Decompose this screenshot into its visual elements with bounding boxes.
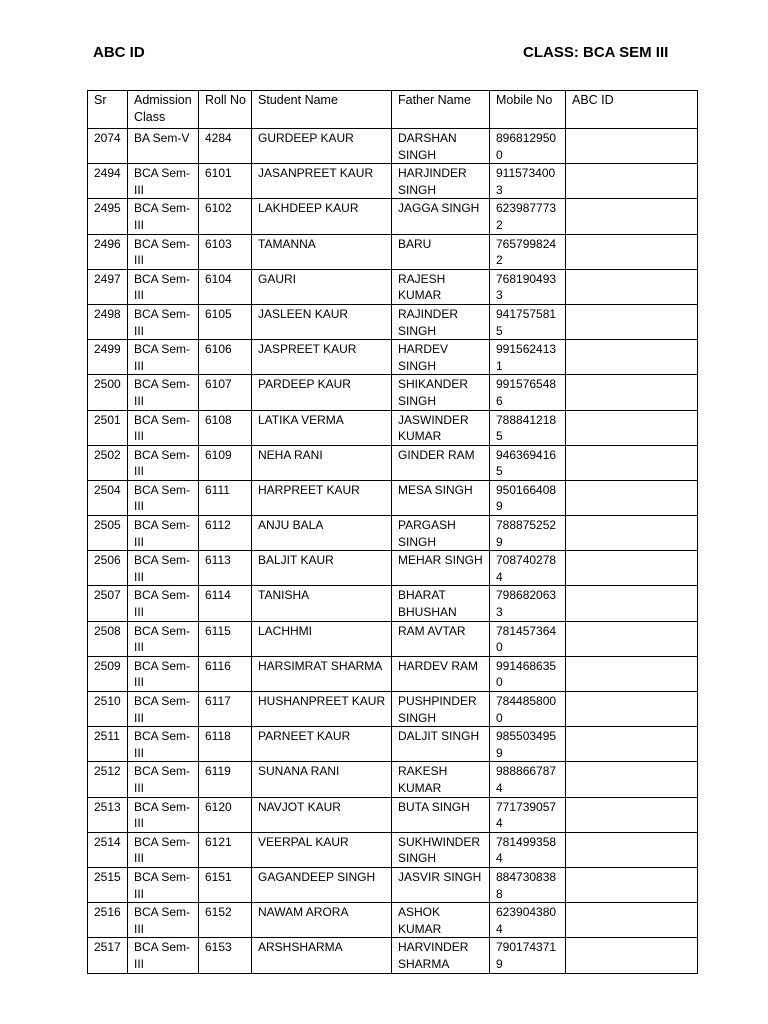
cell-admission-class: BCA Sem-III [128,727,199,762]
cell-roll-no: 6152 [199,903,252,938]
cell-mobile-no: 9855034959 [490,727,566,762]
cell-admission-class: BCA Sem-III [128,304,199,339]
cell-mobile-no: 9115734003 [490,164,566,199]
table-row [88,903,698,938]
cell-abc-id [566,129,698,164]
cell-mobile-no: 7986820633 [490,586,566,621]
col-header-mobile-no: Mobile No [490,91,566,129]
col-header-abc-id: ABC ID [566,91,698,129]
cell-mobile-no: 9417575815 [490,304,566,339]
cell-abc-id [566,656,698,691]
cell-student-name: JASPREET KAUR [252,340,392,375]
cell-admission-class: BCA Sem-III [128,410,199,445]
col-header-father-name: Father Name [392,91,490,129]
table-row [88,797,698,832]
cell-roll-no: 6103 [199,234,252,269]
cell-abc-id [566,586,698,621]
cell-student-name: VEERPAL KAUR [252,832,392,867]
cell-father-name: JAGGA SINGH [392,199,490,234]
cell-father-name: MEHAR SINGH [392,551,490,586]
cell-father-name: DARSHAN SINGH [392,129,490,164]
cell-roll-no: 6120 [199,797,252,832]
cell-roll-no: 6119 [199,762,252,797]
cell-mobile-no: 9463694165 [490,445,566,480]
table-row [88,129,698,164]
cell-admission-class: BCA Sem-III [128,586,199,621]
cell-abc-id [566,903,698,938]
cell-mobile-no: 9915765486 [490,375,566,410]
cell-roll-no: 6102 [199,199,252,234]
table-row [88,762,698,797]
cell-abc-id [566,832,698,867]
cell-roll-no: 6115 [199,621,252,656]
cell-mobile-no: 9501664089 [490,480,566,515]
table-row [88,234,698,269]
cell-mobile-no: 7844858000 [490,692,566,727]
table-row [88,586,698,621]
cell-mobile-no: 7901743719 [490,938,566,973]
table-row [88,832,698,867]
cell-roll-no: 6151 [199,867,252,902]
cell-abc-id [566,340,698,375]
table-row [88,445,698,480]
cell-student-name: PARDEEP KAUR [252,375,392,410]
cell-father-name: JASVIR SINGH [392,867,490,902]
cell-admission-class: BCA Sem-III [128,269,199,304]
cell-student-name: HUSHANPREET KAUR [252,692,392,727]
table-row [88,410,698,445]
cell-father-name: DALJIT SINGH [392,727,490,762]
cell-admission-class: BCA Sem-III [128,551,199,586]
cell-roll-no: 6109 [199,445,252,480]
cell-roll-no: 6118 [199,727,252,762]
table-row [88,304,698,339]
cell-roll-no: 6101 [199,164,252,199]
cell-father-name: HARJINDER SINGH [392,164,490,199]
cell-student-name: LAKHDEEP KAUR [252,199,392,234]
cell-abc-id [566,762,698,797]
cell-father-name: RAJINDER SINGH [392,304,490,339]
cell-sr: 2494 [88,164,128,199]
cell-mobile-no: 8847308388 [490,867,566,902]
cell-student-name: PARNEET KAUR [252,727,392,762]
cell-student-name: ARSHSHARMA [252,938,392,973]
cell-roll-no: 6114 [199,586,252,621]
cell-roll-no: 6111 [199,480,252,515]
cell-mobile-no: 7717390574 [490,797,566,832]
cell-student-name: SUNANA RANI [252,762,392,797]
table-header-row [88,91,698,129]
cell-roll-no: 6117 [199,692,252,727]
cell-admission-class: BCA Sem-III [128,516,199,551]
col-header-roll-no: Roll No [199,91,252,129]
cell-sr: 2510 [88,692,128,727]
cell-student-name: HARSIMRAT SHARMA [252,656,392,691]
cell-abc-id [566,551,698,586]
cell-abc-id [566,797,698,832]
col-header-sr: Sr [88,91,128,129]
cell-sr: 2516 [88,903,128,938]
cell-student-name: TAMANNA [252,234,392,269]
cell-student-name: NAWAM ARORA [252,903,392,938]
col-header-admission-class: Admission Class [128,91,199,129]
cell-sr: 2507 [88,586,128,621]
cell-roll-no: 4284 [199,129,252,164]
cell-father-name: RAJESH KUMAR [392,269,490,304]
cell-father-name: HARDEV RAM [392,656,490,691]
cell-mobile-no: 6239877732 [490,199,566,234]
table-row [88,199,698,234]
cell-father-name: BARU [392,234,490,269]
cell-admission-class: BCA Sem-III [128,445,199,480]
cell-father-name: PUSHPINDER SINGH [392,692,490,727]
table-row [88,656,698,691]
cell-father-name: BHARAT BHUSHAN [392,586,490,621]
table-row [88,340,698,375]
cell-abc-id [566,269,698,304]
cell-abc-id [566,199,698,234]
cell-admission-class: BCA Sem-III [128,762,199,797]
cell-abc-id [566,938,698,973]
cell-sr: 2515 [88,867,128,902]
cell-admission-class: BCA Sem-III [128,797,199,832]
cell-father-name: SUKHWINDER SINGH [392,832,490,867]
cell-father-name: GINDER RAM [392,445,490,480]
table-row [88,938,698,973]
cell-sr: 2504 [88,480,128,515]
cell-roll-no: 6153 [199,938,252,973]
class-label: CLASS: BCA SEM III [523,44,669,61]
student-table [87,90,698,974]
cell-student-name: LACHHMI [252,621,392,656]
cell-father-name: JASWINDER KUMAR [392,410,490,445]
cell-father-name: BUTA SINGH [392,797,490,832]
cell-admission-class: BCA Sem-III [128,832,199,867]
cell-father-name: SHIKANDER SINGH [392,375,490,410]
cell-roll-no: 6116 [199,656,252,691]
cell-admission-class: BA Sem-V [128,129,199,164]
cell-abc-id [566,727,698,762]
cell-admission-class: BCA Sem-III [128,164,199,199]
cell-student-name: HARPREET KAUR [252,480,392,515]
cell-student-name: ANJU BALA [252,516,392,551]
cell-abc-id [566,375,698,410]
cell-admission-class: BCA Sem-III [128,656,199,691]
cell-abc-id [566,164,698,199]
cell-roll-no: 6108 [199,410,252,445]
cell-roll-no: 6107 [199,375,252,410]
table-row [88,375,698,410]
cell-sr: 2499 [88,340,128,375]
cell-admission-class: BCA Sem-III [128,692,199,727]
cell-sr: 2514 [88,832,128,867]
cell-admission-class: BCA Sem-III [128,480,199,515]
cell-abc-id [566,480,698,515]
cell-mobile-no: 7888752529 [490,516,566,551]
cell-abc-id [566,621,698,656]
cell-student-name: TANISHA [252,586,392,621]
cell-roll-no: 6104 [199,269,252,304]
cell-sr: 2496 [88,234,128,269]
cell-student-name: GAURI [252,269,392,304]
cell-sr: 2500 [88,375,128,410]
cell-student-name: JASANPREET KAUR [252,164,392,199]
cell-admission-class: BCA Sem-III [128,375,199,410]
cell-roll-no: 6121 [199,832,252,867]
cell-student-name: LATIKA VERMA [252,410,392,445]
cell-mobile-no: 9914686350 [490,656,566,691]
cell-abc-id [566,410,698,445]
cell-mobile-no: 7657998242 [490,234,566,269]
cell-sr: 2512 [88,762,128,797]
cell-sr: 2498 [88,304,128,339]
cell-roll-no: 6113 [199,551,252,586]
cell-abc-id [566,516,698,551]
cell-admission-class: BCA Sem-III [128,199,199,234]
cell-mobile-no: 9915624131 [490,340,566,375]
cell-sr: 2517 [88,938,128,973]
cell-student-name: GAGANDEEP SINGH [252,867,392,902]
cell-student-name: JASLEEN KAUR [252,304,392,339]
cell-sr: 2497 [88,269,128,304]
col-header-student-name: Student Name [252,91,392,129]
cell-father-name: HARVINDER SHARMA [392,938,490,973]
page-title: ABC ID [93,44,145,61]
cell-admission-class: BCA Sem-III [128,938,199,973]
cell-father-name: HARDEV SINGH [392,340,490,375]
cell-student-name: NAVJOT KAUR [252,797,392,832]
cell-sr: 2501 [88,410,128,445]
cell-father-name: RAKESH KUMAR [392,762,490,797]
cell-mobile-no: 9888667874 [490,762,566,797]
cell-student-name: BALJIT KAUR [252,551,392,586]
cell-roll-no: 6112 [199,516,252,551]
cell-sr: 2502 [88,445,128,480]
cell-mobile-no: 7888412185 [490,410,566,445]
cell-abc-id [566,304,698,339]
cell-admission-class: BCA Sem-III [128,621,199,656]
cell-father-name: MESA SINGH [392,480,490,515]
cell-sr: 2513 [88,797,128,832]
cell-mobile-no: 7814573640 [490,621,566,656]
table-row [88,516,698,551]
table-row [88,867,698,902]
cell-sr: 2508 [88,621,128,656]
cell-sr: 2506 [88,551,128,586]
cell-abc-id [566,692,698,727]
cell-sr: 2074 [88,129,128,164]
cell-sr: 2495 [88,199,128,234]
cell-sr: 2505 [88,516,128,551]
cell-admission-class: BCA Sem-III [128,867,199,902]
cell-student-name: NEHA RANI [252,445,392,480]
cell-sr: 2509 [88,656,128,691]
table-row [88,164,698,199]
cell-roll-no: 6105 [199,304,252,339]
cell-abc-id [566,234,698,269]
table-row [88,551,698,586]
cell-admission-class: BCA Sem-III [128,234,199,269]
cell-mobile-no: 8968129500 [490,129,566,164]
table-row [88,727,698,762]
cell-admission-class: BCA Sem-III [128,340,199,375]
cell-abc-id [566,445,698,480]
cell-mobile-no: 7087402784 [490,551,566,586]
table-row [88,269,698,304]
cell-mobile-no: 6239043804 [490,903,566,938]
cell-admission-class: BCA Sem-III [128,903,199,938]
cell-father-name: RAM AVTAR [392,621,490,656]
cell-sr: 2511 [88,727,128,762]
table-row [88,692,698,727]
table-row [88,480,698,515]
cell-mobile-no: 7681904933 [490,269,566,304]
cell-roll-no: 6106 [199,340,252,375]
cell-father-name: ASHOK KUMAR [392,903,490,938]
cell-abc-id [566,867,698,902]
cell-mobile-no: 7814993584 [490,832,566,867]
cell-father-name: PARGASH SINGH [392,516,490,551]
table-row [88,621,698,656]
cell-student-name: GURDEEP KAUR [252,129,392,164]
